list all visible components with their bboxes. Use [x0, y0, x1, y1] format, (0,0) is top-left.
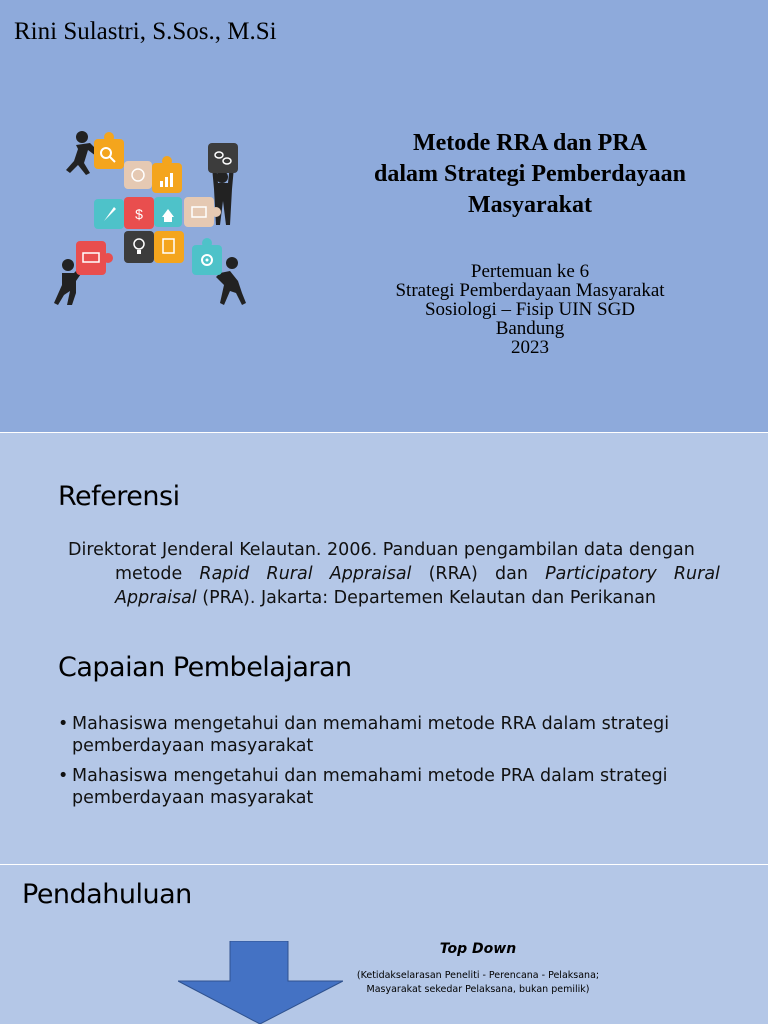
slide-title — [320, 128, 740, 221]
puzzle-piece-lightbulb — [124, 231, 154, 263]
ref-word: dan — [495, 564, 528, 584]
puzzle-piece-chart — [152, 156, 182, 193]
note-line: (Ketidakselarasan Peneliti - Perencana - Pelaksana; — [356, 970, 600, 981]
puzzle-piece-link — [208, 143, 238, 173]
meeting-info — [330, 262, 730, 357]
puzzle-piece-globe — [124, 161, 152, 189]
ref-word: metode — [115, 564, 183, 584]
ref-word: Rural — [673, 564, 720, 584]
puzzle-teamwork-illustration — [52, 125, 252, 310]
reference-heading: Referensi — [58, 481, 180, 512]
info-line: Sosiologi – Fisip UIN SGD — [424, 299, 636, 320]
reference-line — [68, 586, 720, 610]
reference-line — [68, 562, 720, 586]
list-item-text: Mahasiswa mengetahui dan memahami metode PRA dalam strategi pemberdayaan masyarakat — [72, 766, 668, 808]
info-line: 2023 — [511, 337, 549, 358]
intro-heading: Pendahuluan — [22, 879, 192, 910]
title-line: Masyarakat — [468, 192, 592, 218]
ref-word: (PRA). Jakarta: Departemen Kelautan dan Perikanan — [196, 588, 657, 608]
note-line: Masyarakat sekedar Pelaksana, bukan pemilik) — [366, 984, 590, 995]
puzzle-piece-dollar — [124, 197, 154, 229]
ref-word: Rapid — [199, 564, 250, 584]
ref-word: Participatory — [545, 564, 657, 584]
top-down-label: Top Down — [439, 941, 517, 957]
capaian-heading: Capaian Pembelajaran — [58, 652, 352, 683]
puzzle-piece-home — [154, 197, 182, 227]
reference-line: Direktorat Jenderal Kelautan. 2006. Panduan pengambilan data dengan — [68, 540, 695, 560]
reference-slide — [0, 433, 768, 864]
puzzle-piece-search — [94, 132, 124, 169]
intro-slide — [0, 865, 768, 1024]
reference-text — [68, 538, 720, 610]
info-line: Bandung — [495, 318, 565, 339]
down-arrow-icon — [178, 941, 343, 1024]
title-slide — [0, 0, 768, 432]
bullet-icon: • — [58, 766, 69, 786]
ref-word: (RRA) — [428, 564, 478, 584]
author-name: Rini Sulastri, S.Sos., M.Si — [14, 18, 277, 45]
ref-word: Rural — [266, 564, 313, 584]
learning-outcomes-list — [58, 713, 738, 817]
info-line: Pertemuan ke 6 — [470, 261, 590, 282]
list-item — [58, 765, 738, 809]
bullet-icon: • — [58, 714, 69, 734]
ref-word: Appraisal — [329, 564, 412, 584]
list-item — [58, 713, 738, 757]
svg-text:$: $ — [135, 206, 143, 222]
puzzle-piece-money — [76, 241, 113, 275]
title-line: Metode RRA dan PRA — [413, 130, 647, 156]
title-line: dalam Strategi Pemberdayaan — [374, 161, 686, 187]
info-line: Strategi Pemberdayaan Masyarakat — [395, 280, 665, 301]
puzzle-piece-document — [154, 231, 184, 263]
ref-word: Appraisal — [115, 588, 197, 608]
puzzle-piece-gear — [192, 238, 222, 275]
list-item-text: Mahasiswa mengetahui dan memahami metode RRA dalam strategi pemberdayaan masyarakat — [72, 714, 670, 756]
top-down-note — [340, 969, 616, 997]
